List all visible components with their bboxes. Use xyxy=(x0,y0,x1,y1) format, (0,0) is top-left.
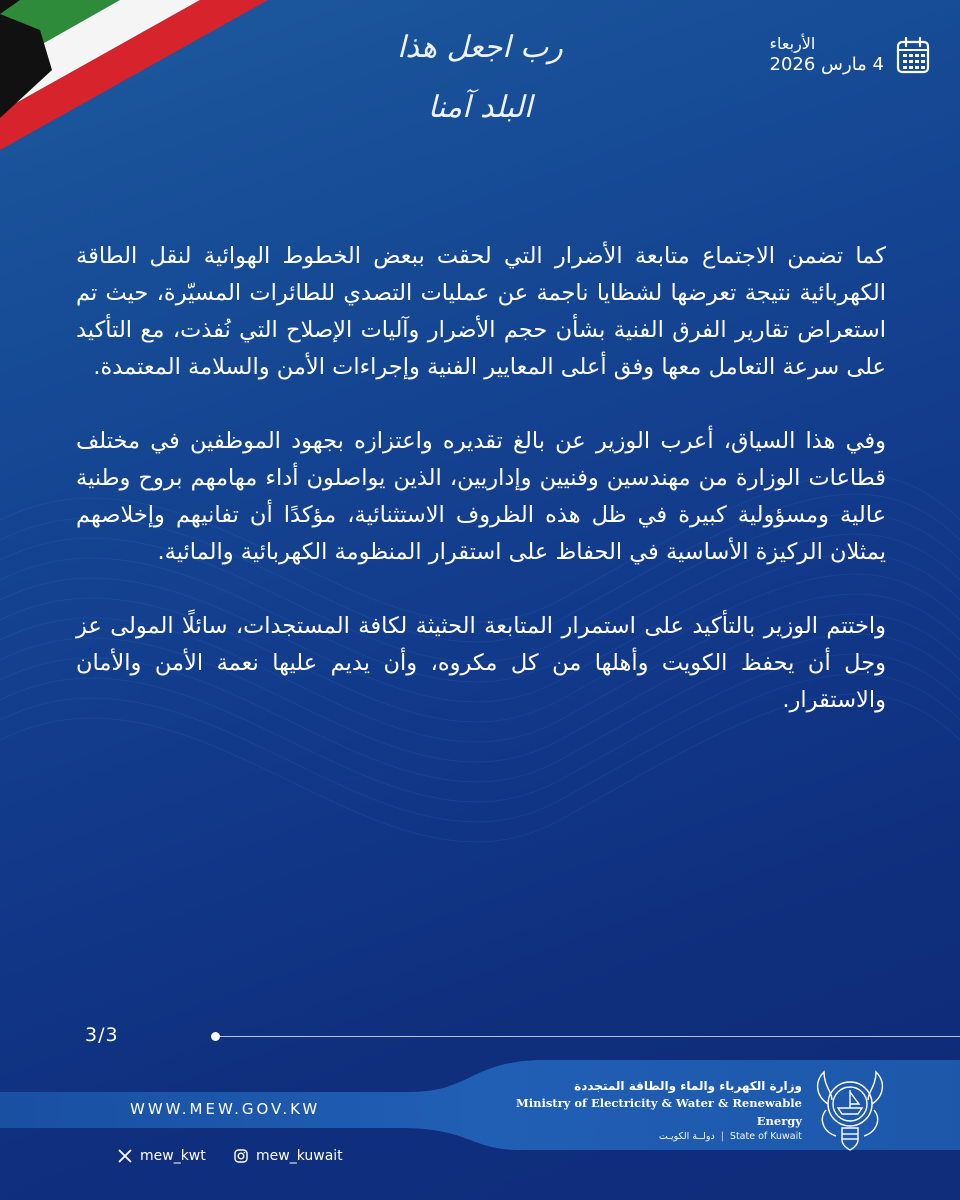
article-body xyxy=(76,238,886,756)
kuwait-emblem xyxy=(810,1066,890,1152)
date-block xyxy=(770,34,931,76)
instagram-icon xyxy=(234,1149,248,1163)
page-divider xyxy=(215,1036,960,1037)
paragraph: واختتم الوزير بالتأكيد على استمرار المتابعة الحثيثة لكافة المستجدات، سائلًا المولى عز وجل أن يحفظ الكويت وأهلها من كل مكروه، وأن يديم عليها نعمة الأمن والأمان والاستقرار. xyxy=(76,613,886,713)
state-english: State of Kuwait xyxy=(729,1131,802,1142)
state-arabic: دولــة الكويـت xyxy=(658,1131,715,1142)
paragraph: وفي هذا السياق، أعرب الوزير عن بالغ تقديره واعتزازه بجهود الموظفين في مختلف قطاعات الوزارة من مهندسين وفنيين وإداريين، الذين يواصلون أداء مهامهم بروح وطنية عالية ومسؤولية كبيرة في ظل هذه الظروف الاستثنائية، مؤكدًا أن تفانيهم وإخلاصهم يمثلان الركيزة الأساسية في الحفاظ على استقرار المنظومة الكهربائية والمائية. xyxy=(76,428,886,565)
calendar-icon xyxy=(896,36,930,74)
paragraph: كما تضمن الاجتماع متابعة الأضرار التي لحقت ببعض الخطوط الهوائية لنقل الطاقة الكهربائية نتيجة تعرضها لشظايا ناجمة عن عمليات التصدي للطائرات المسيّرة، حيث تم استعراض تقارير الفرق الفنية بشأن حجم الأضرار وآليات الإصلاح التي نُفذت، مع التأكيد على سرعة التعامل معها وفق أعلى المعايير الفنية وإجراءات الأمن والسلامة المعتمدة. xyxy=(76,243,886,380)
page-number: 3/3 xyxy=(85,1024,119,1046)
ministry-name-english: Ministry of Electricity & Water & Renewable Energy xyxy=(515,1096,802,1128)
x-account-link[interactable] xyxy=(118,1148,206,1164)
x-handle: mew_kwt xyxy=(140,1148,206,1164)
instagram-handle: mew_kuwait xyxy=(256,1148,343,1164)
separator: | xyxy=(720,1131,724,1142)
state-of-kuwait xyxy=(472,1130,802,1144)
ministry-name-arabic: وزارة الكهرباء والماء والطاقة المتجددة xyxy=(574,1079,802,1093)
kuwait-flag-corner xyxy=(0,0,270,150)
website-link[interactable]: WWW.MEW.GOV.KW xyxy=(130,1100,321,1118)
calligraphy-title: رب اجعل هذا البلد آمنا xyxy=(397,30,563,125)
day-label: الأربعاء xyxy=(769,34,816,53)
ministry-name-block xyxy=(472,1078,802,1144)
x-logo-icon xyxy=(118,1149,132,1163)
instagram-account-link[interactable] xyxy=(234,1148,343,1164)
date-label: 4 مارس 2026 xyxy=(769,54,884,75)
